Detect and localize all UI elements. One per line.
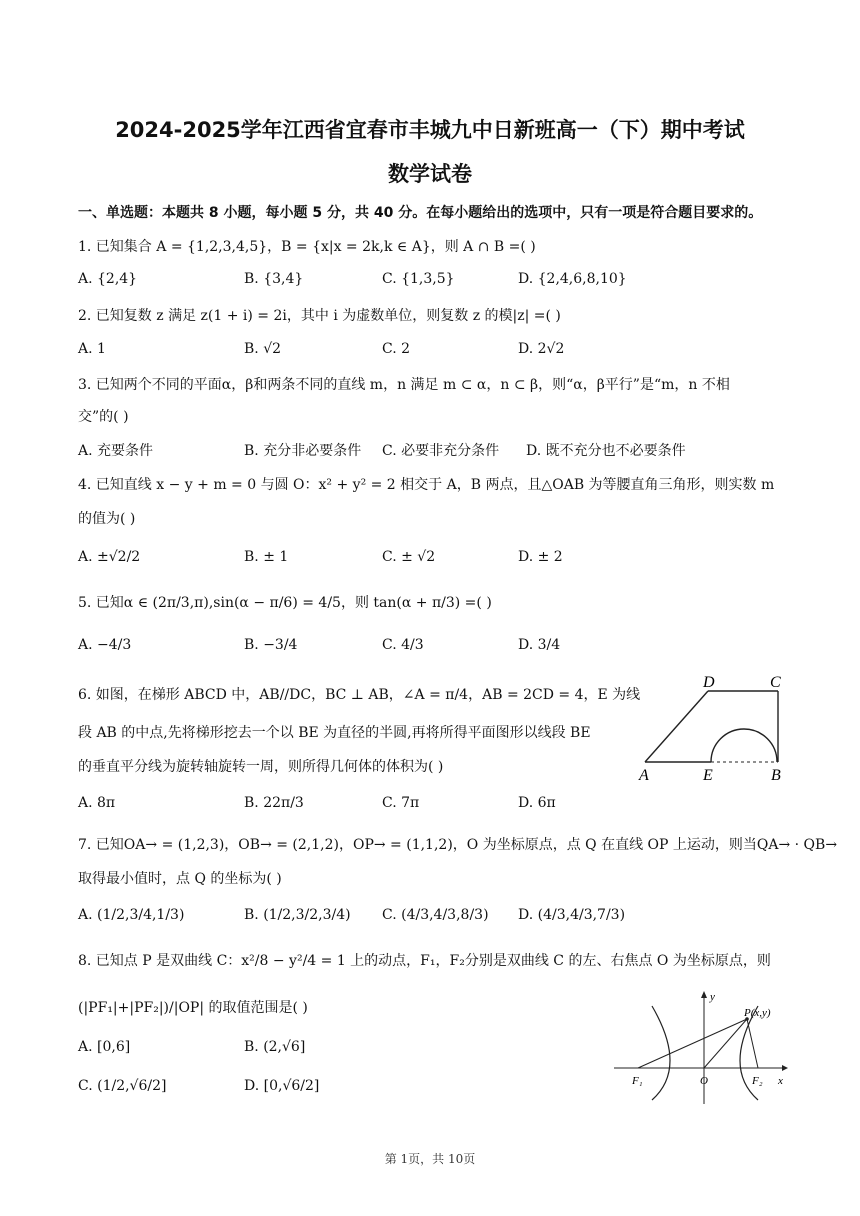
q2-option-a: A. 1 [78, 341, 106, 357]
q3-option-c: C. 必要非充分条件 [382, 443, 500, 459]
q6-option-c: C. 7π [382, 795, 420, 811]
x-axis-arrow [782, 1065, 788, 1071]
segment-pf1 [638, 1019, 747, 1068]
left-branch [652, 1006, 670, 1100]
q6-option-b: B. 22π/3 [244, 795, 304, 811]
q8-option-a: A. [0,6] [78, 1039, 131, 1055]
question-6-line-1: 6. 如图，在梯形 ABCD 中，AB//DC，BC ⊥ AB，∠A = π/4，AB = 2CD = 4，E 为线 [78, 687, 641, 703]
question-6-line-3: 的垂直平分线为旋转轴旋转一周，则所得几何体的体积为( ) [78, 759, 444, 775]
label-d: D [703, 674, 715, 691]
label-e: E [703, 767, 713, 784]
question-8-line-2: (|PF₁|+|PF₂|)/|OP| 的取值范围是( ) [78, 1000, 308, 1016]
y-axis-arrow [701, 991, 707, 998]
question-6-line-2: 段 AB 的中点,先将梯形挖去一个以 BE 为直径的半圆,再将所得平面图形以线段 BE [78, 725, 591, 741]
q8-option-d: D. [0,√6/2] [244, 1078, 320, 1094]
label-f2: F₂ [752, 1075, 763, 1087]
q6-option-a: A. 8π [78, 795, 116, 811]
q7-option-b: B. (1/2,3/2,3/4) [244, 907, 351, 923]
question-3-line-2: 交”的( ) [78, 409, 129, 425]
q7-option-c: C. (4/3,4/3,8/3) [382, 907, 489, 923]
label-p: P(x,y) [744, 1007, 771, 1019]
q2-option-b: B. √2 [244, 341, 282, 357]
trapezoid-figure [635, 668, 795, 786]
q6-option-d: D. 6π [518, 795, 556, 811]
label-b: B [771, 767, 781, 784]
q3-option-b: B. 充分非必要条件 [244, 443, 362, 459]
q7-option-d: D. (4/3,4/3,7/3) [518, 907, 626, 923]
question-7-line-1: 7. 已知OA→ = (1,2,3)，OB→ = (2,1,2)，OP→ = (1,1,2)，O 为坐标原点，点 Q 在直线 OP 上运动，则当QA→ · QB→ [78, 837, 838, 853]
question-2: 2. 已知复数 z 满足 z(1 + i) = 2i，其中 i 为虚数单位，则复数 z 的模|z| =( ) [78, 308, 561, 324]
label-a: A [639, 767, 649, 784]
q4-option-b: B. ± 1 [244, 549, 289, 565]
q4-option-d: D. ± 2 [518, 549, 563, 565]
q2-option-d: D. 2√2 [518, 341, 565, 357]
q3-option-a: A. 充要条件 [78, 443, 154, 459]
label-o: O [700, 1075, 708, 1087]
question-3-line-1: 3. 已知两个不同的平面α，β和两条不同的直线 m，n 满足 m ⊂ α，n ⊂ β，则“α，β平行”是“m，n 不相 [78, 377, 730, 393]
question-4-line-1: 4. 已知直线 x − y + m = 0 与圆 O：x² + y² = 2 相交于 A，B 两点，且△OAB 为等腰直角三角形，则实数 m [78, 477, 775, 493]
question-8-line-1: 8. 已知点 P 是双曲线 C：x²/8 − y²/4 = 1 上的动点，F₁，F₂分别是双曲线 C 的左、右焦点 O 为坐标原点，则 [78, 953, 771, 969]
q1-option-c: C. {1,3,5} [382, 271, 455, 287]
q5-option-d: D. 3/4 [518, 637, 561, 653]
q5-option-a: A. −4/3 [78, 637, 132, 653]
section-heading: 一、单选题：本题共 8 小题，每小题 5 分，共 40 分。在每小题给出的选项中，只有一项是符合题目要求的。 [78, 205, 763, 221]
edge-ad [645, 691, 708, 762]
label-c: C [770, 674, 781, 691]
q3-option-d: D. 既不充分也不必要条件 [526, 443, 686, 459]
q4-option-c: C. ± √2 [382, 549, 436, 565]
q4-option-a: A. ±√2/2 [78, 549, 141, 565]
q5-option-c: C. 4/3 [382, 637, 424, 653]
title-line-2: 数学试卷 [388, 162, 472, 186]
hyperbola-figure [610, 988, 790, 1106]
q1-option-b: B. {3,4} [244, 271, 304, 287]
question-4-line-2: 的值为( ) [78, 511, 136, 527]
semicircle [711, 729, 777, 762]
label-f1: F₁ [632, 1075, 643, 1087]
question-7-line-2: 取得最小值时，点 Q 的坐标为( ) [78, 871, 282, 887]
title-line-1: 2024-2025学年江西省宜春市丰城九中日新班高一（下）期中考试 [115, 118, 745, 142]
q1-option-d: D. {2,4,6,8,10} [518, 271, 627, 287]
q8-option-b: B. (2,√6] [244, 1039, 306, 1055]
label-y: y [710, 991, 715, 1003]
page-footer: 第 1页，共 10页 [384, 1152, 476, 1166]
q7-option-a: A. (1/2,3/4,1/3) [78, 907, 185, 923]
q5-option-b: B. −3/4 [244, 637, 298, 653]
q8-option-c: C. (1/2,√6/2] [78, 1078, 167, 1094]
question-5: 5. 已知α ∈ (2π/3,π),sin(α − π/6) = 4/5，则 tan(α + π/3) =( ) [78, 595, 492, 611]
segment-pf2 [747, 1019, 758, 1068]
q2-option-c: C. 2 [382, 341, 411, 357]
question-1: 1. 已知集合 A = {1,2,3,4,5}，B = {x|x = 2k,k ∈ A}，则 A ∩ B =( ) [78, 239, 536, 255]
q1-option-a: A. {2,4} [78, 271, 138, 287]
label-x: x [778, 1075, 783, 1087]
